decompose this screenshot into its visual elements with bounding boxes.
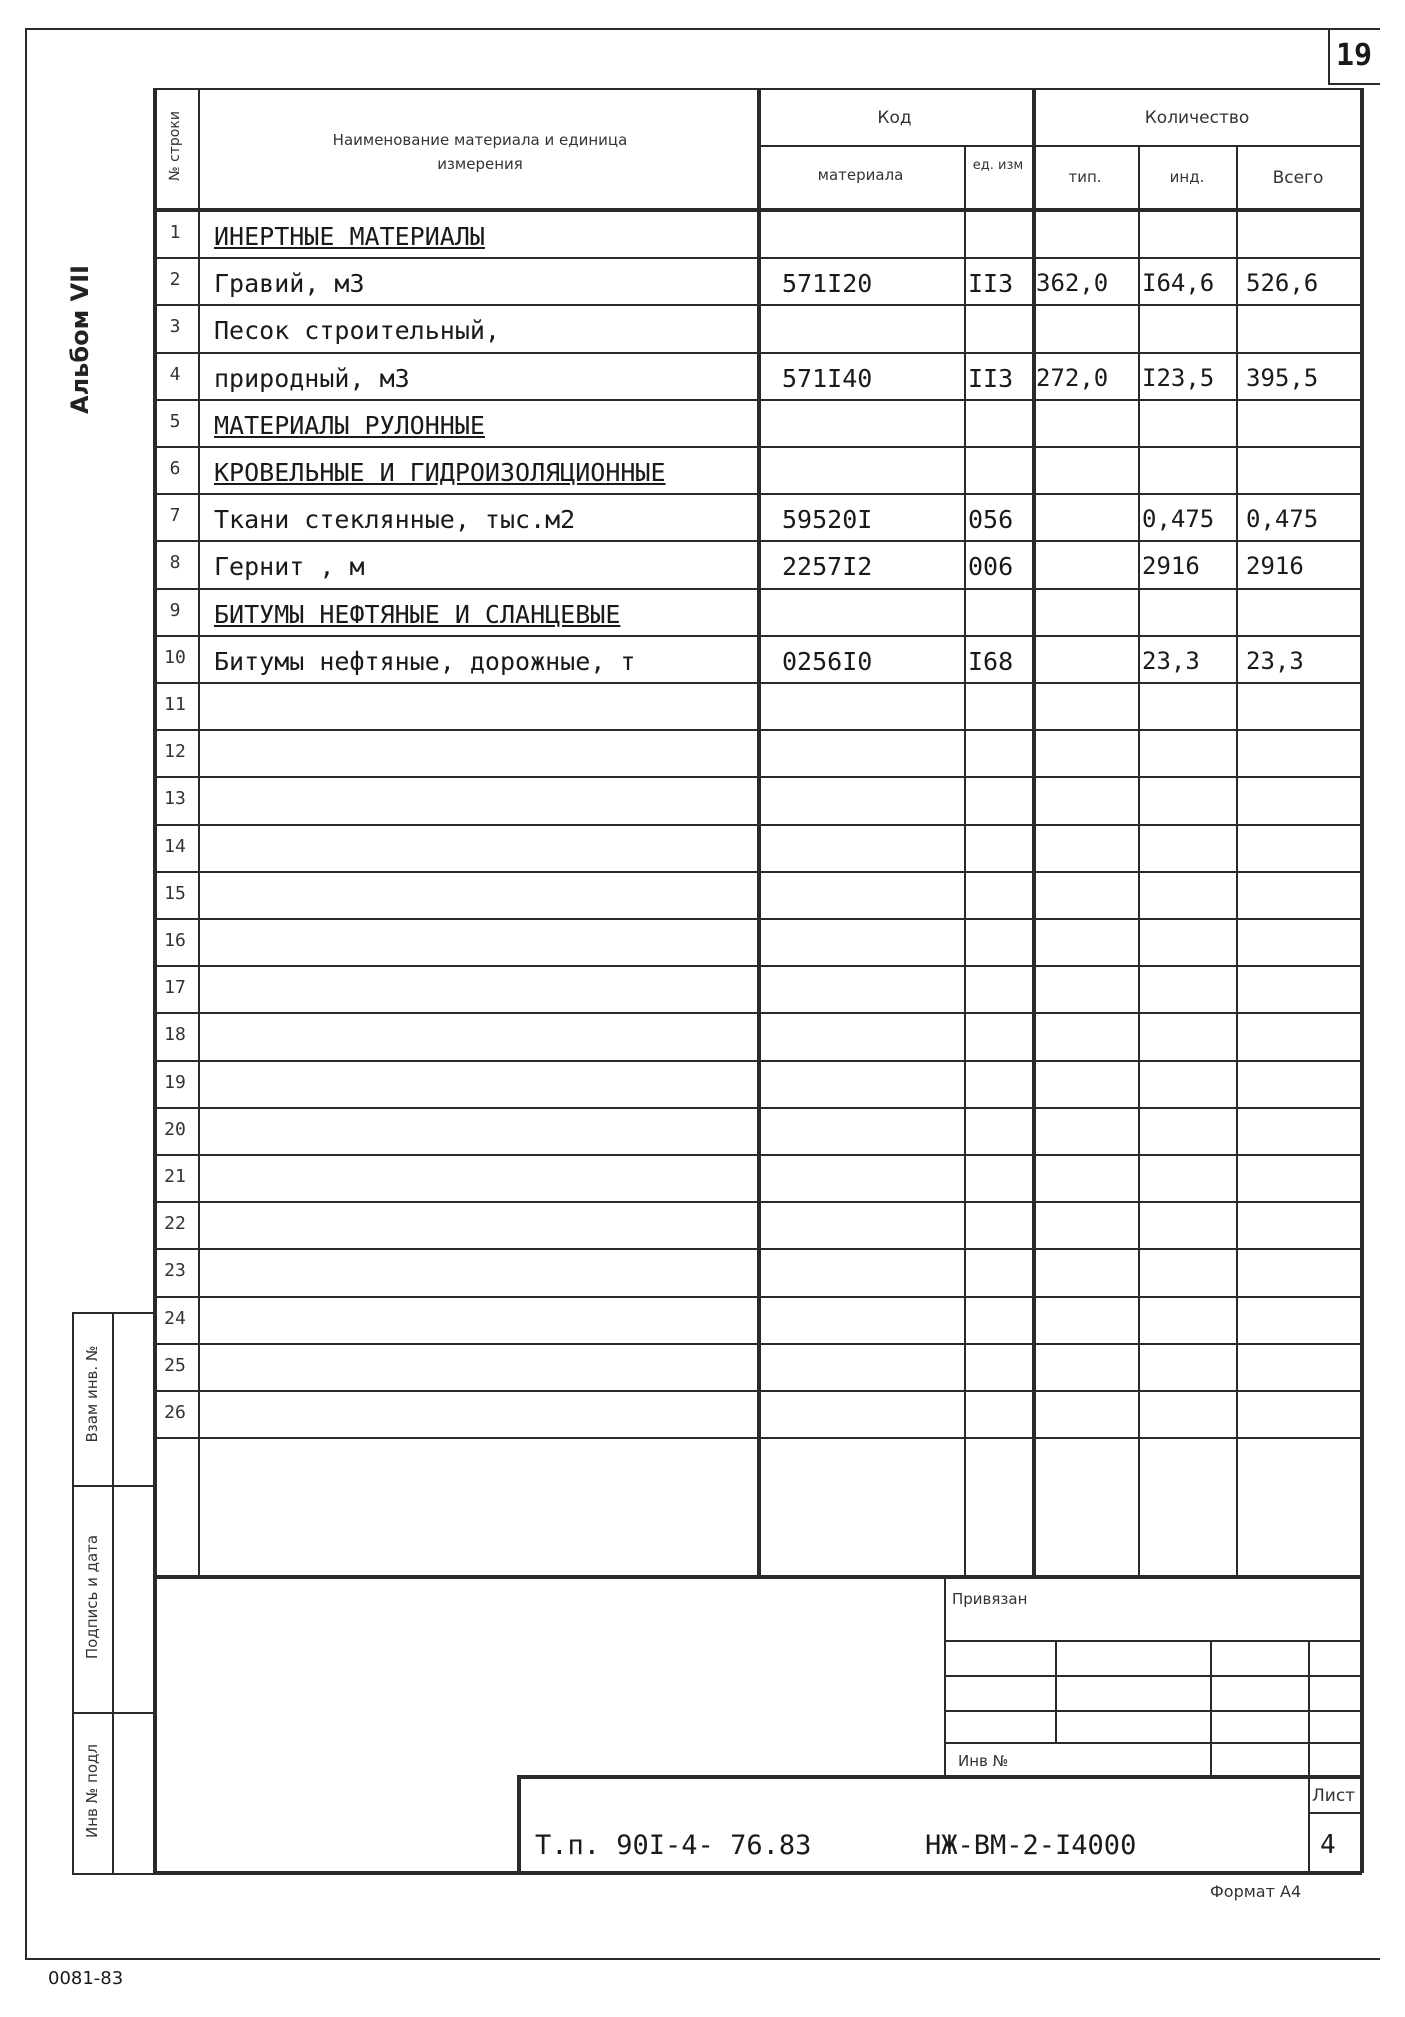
row-number: 9 bbox=[169, 599, 181, 621]
row-divider bbox=[153, 776, 1362, 778]
sheet-label: Лист bbox=[1312, 1786, 1356, 1806]
qty-total-cell: 2916 bbox=[1246, 552, 1304, 581]
album-label: Альбом VII bbox=[66, 265, 94, 414]
qty-total-cell: 0,475 bbox=[1246, 505, 1319, 534]
row-number: 11 bbox=[164, 694, 186, 715]
material-name-cell: Гернит , м bbox=[214, 552, 365, 582]
row-number: 4 bbox=[169, 363, 181, 385]
row-number: 18 bbox=[164, 1024, 186, 1046]
sheet-number: 4 bbox=[1320, 1830, 1336, 1860]
row-divider bbox=[153, 635, 1362, 637]
row-divider bbox=[153, 1154, 1362, 1156]
row-divider bbox=[153, 918, 1362, 920]
row-number: 1 bbox=[169, 222, 181, 243]
qty-total-cell: 395,5 bbox=[1246, 363, 1319, 392]
row-number: 7 bbox=[169, 505, 181, 527]
row-divider bbox=[153, 729, 1362, 731]
material-code-cell: 2257I2 bbox=[782, 552, 873, 582]
material-name-cell: БИТУМЫ НЕФТЯНЫЕ И СЛАНЦЕВЫЕ bbox=[214, 599, 621, 629]
material-name-cell: Ткани стеклянные, тыс.м2 bbox=[214, 505, 576, 535]
row-divider bbox=[153, 1201, 1362, 1203]
page-number: 19 bbox=[1336, 38, 1373, 73]
qty-ind-cell: I23,5 bbox=[1142, 363, 1215, 392]
material-code-cell: 571I20 bbox=[782, 269, 873, 299]
material-name-cell: Гравий, м3 bbox=[214, 269, 365, 299]
row-divider bbox=[153, 1248, 1362, 1250]
qty-typ-header: тип. bbox=[1068, 168, 1102, 186]
row-number: 6 bbox=[169, 458, 181, 479]
qty-ind-cell: 0,475 bbox=[1142, 505, 1215, 534]
row-number: 24 bbox=[164, 1307, 186, 1329]
qty-total-cell: 23,3 bbox=[1246, 646, 1304, 675]
row-number: 8 bbox=[169, 552, 181, 574]
row-number: 26 bbox=[164, 1402, 186, 1423]
code-material-header: материала bbox=[817, 166, 904, 184]
document-code: НЖ-ВМ-2-I4000 bbox=[925, 1830, 1137, 1861]
row-divider bbox=[153, 871, 1362, 873]
row-divider bbox=[153, 1390, 1362, 1392]
unit-code-cell: II3 bbox=[968, 363, 1014, 393]
row-divider bbox=[153, 540, 1362, 542]
row-divider bbox=[153, 682, 1362, 684]
row-divider bbox=[153, 304, 1362, 306]
qty-total-cell: 526,6 bbox=[1246, 269, 1319, 298]
format-label: Формат А4 bbox=[1210, 1882, 1302, 1901]
bottom-code: 0081-83 bbox=[48, 1968, 124, 1989]
row-number-header: № строки bbox=[167, 111, 183, 181]
material-code-cell: 59520I bbox=[782, 505, 873, 535]
qty-typ-cell: 272,0 bbox=[1036, 363, 1109, 392]
row-number: 16 bbox=[164, 930, 186, 951]
row-number: 10 bbox=[164, 646, 186, 668]
row-divider bbox=[153, 446, 1362, 448]
row-divider bbox=[153, 824, 1362, 826]
qty-typ-cell: 362,0 bbox=[1036, 269, 1109, 298]
row-number: 15 bbox=[164, 882, 186, 904]
row-divider bbox=[153, 1060, 1362, 1062]
attached-label: Привязан bbox=[952, 1590, 1028, 1608]
row-divider bbox=[153, 1296, 1362, 1298]
qty-ind-cell: I64,6 bbox=[1142, 269, 1215, 298]
quantity-header: Количество bbox=[1144, 108, 1250, 128]
qty-total-header: Всего bbox=[1272, 168, 1324, 188]
replace-inv-stamp: Взам инв. № bbox=[83, 1345, 101, 1443]
qty-ind-header: инд. bbox=[1169, 168, 1205, 186]
row-number: 20 bbox=[164, 1118, 186, 1140]
row-divider bbox=[153, 257, 1362, 259]
unit-code-cell: 056 bbox=[968, 505, 1014, 535]
row-divider bbox=[153, 352, 1362, 354]
row-divider bbox=[153, 965, 1362, 967]
row-divider bbox=[153, 588, 1362, 590]
material-name-cell: природный, м3 bbox=[214, 363, 410, 393]
unit-code-cell: I68 bbox=[968, 646, 1014, 676]
row-divider bbox=[153, 1012, 1362, 1014]
row-number: 23 bbox=[164, 1260, 186, 1282]
row-divider bbox=[153, 399, 1362, 401]
row-number: 17 bbox=[164, 977, 186, 999]
material-name-cell: Песок строительный, bbox=[214, 316, 500, 346]
qty-ind-cell: 23,3 bbox=[1142, 646, 1200, 675]
sign-date-stamp: Подпись и дата bbox=[83, 1534, 101, 1660]
unit-code-cell: II3 bbox=[968, 269, 1014, 299]
code-unit-header: ед. изм bbox=[972, 158, 1024, 173]
row-divider bbox=[153, 1343, 1362, 1345]
unit-code-cell: 006 bbox=[968, 552, 1014, 582]
row-number: 14 bbox=[164, 835, 186, 857]
row-divider bbox=[153, 1107, 1362, 1109]
material-name-cell: ИНЕРТНЫЕ МАТЕРИАЛЫ bbox=[214, 222, 485, 251]
material-name-cell: КРОВЕЛЬНЫЕ И ГИДРОИЗОЛЯЦИОННЫЕ bbox=[214, 458, 666, 487]
row-number: 21 bbox=[164, 1166, 186, 1187]
material-code-cell: 571I40 bbox=[782, 363, 873, 393]
row-divider bbox=[153, 493, 1362, 495]
row-number: 5 bbox=[169, 410, 181, 432]
material-name-cell: МАТЕРИАЛЫ РУЛОННЫЕ bbox=[214, 410, 485, 440]
row-number: 25 bbox=[164, 1354, 186, 1376]
row-number: 13 bbox=[164, 788, 186, 810]
material-name-header: Наименование материала и единица измерения bbox=[332, 131, 628, 173]
row-divider bbox=[153, 1437, 1362, 1439]
row-number: 3 bbox=[169, 316, 181, 338]
project-code: Т.п. 90I-4- 76.83 bbox=[535, 1830, 812, 1861]
row-number: 12 bbox=[164, 741, 186, 763]
qty-ind-cell: 2916 bbox=[1142, 552, 1200, 581]
inv-orig-stamp: Инв № подл bbox=[83, 1744, 101, 1838]
row-number: 22 bbox=[164, 1213, 186, 1235]
material-name-cell: Битумы нефтяные, дорожные, т bbox=[214, 646, 636, 676]
inv-no-label: Инв № bbox=[958, 1752, 1009, 1770]
row-number: 19 bbox=[164, 1071, 186, 1093]
row-number: 2 bbox=[169, 269, 181, 291]
material-code-cell: 0256I0 bbox=[782, 646, 873, 676]
code-header: Код bbox=[877, 108, 912, 128]
